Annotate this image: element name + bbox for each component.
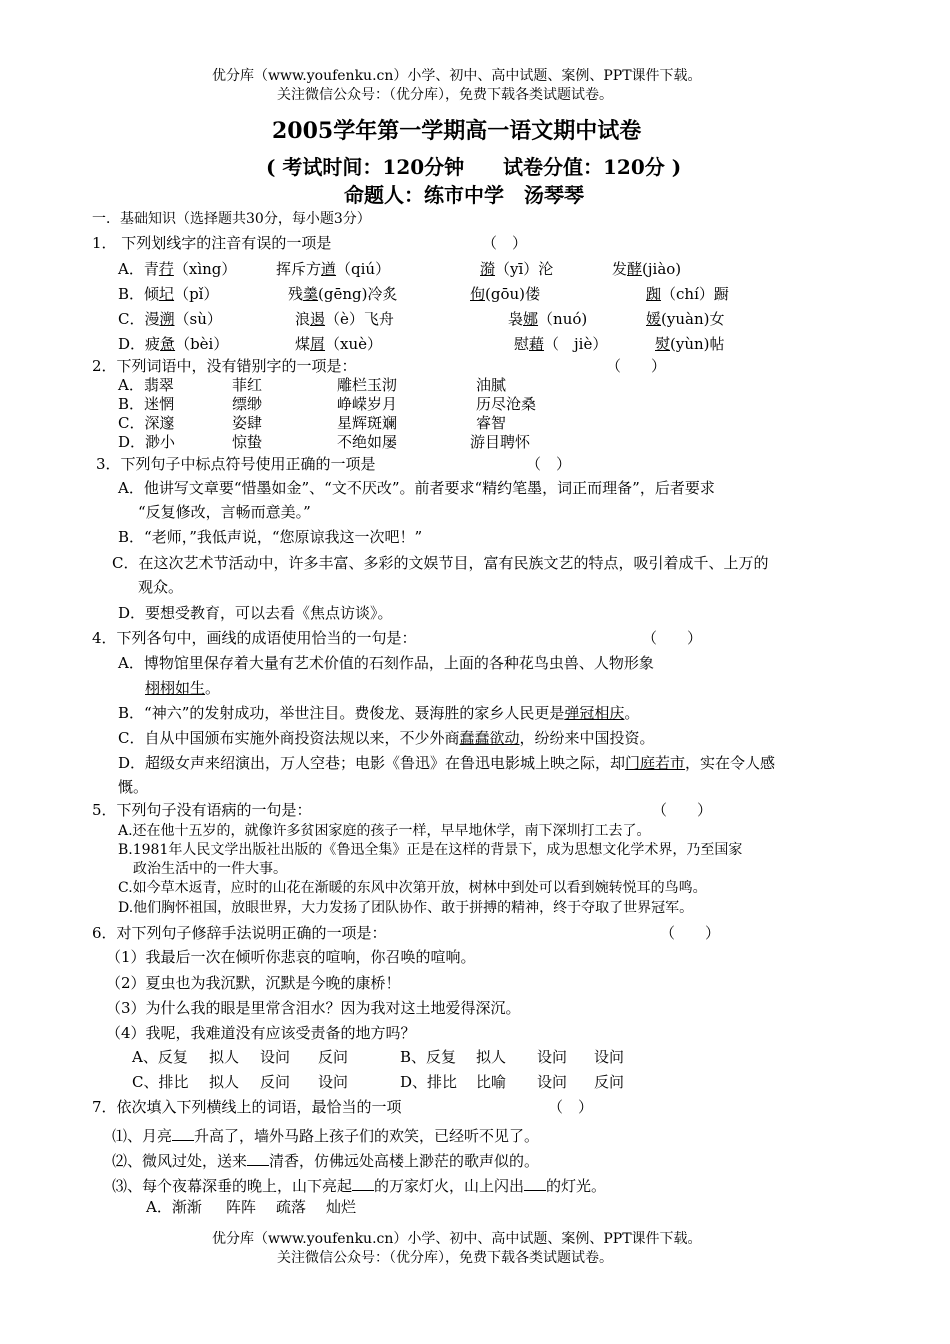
q1-d-col3 — [514, 337, 607, 352]
q1-a-col3 — [480, 262, 553, 277]
q2-row-b-3: 峥嵘岁月 — [337, 395, 398, 413]
q6-opt-c-2: 拟人 — [209, 1073, 240, 1091]
q1-c-c1b: （sù） — [174, 310, 222, 328]
q1-c-label: C． — [118, 310, 145, 328]
q2-row-b-4: 历尽沧桑 — [476, 395, 537, 413]
q1-a-c2a: 挥斥方 — [276, 260, 322, 278]
q7-s1a: ⑴、月亮 — [112, 1127, 173, 1145]
q1-b-c4b: （chí）蹰 — [661, 285, 729, 303]
q6-opt-d-3: 设问 — [537, 1073, 568, 1091]
q1-c-c2b: （è）飞舟 — [325, 310, 394, 328]
q6-opt-a-4: 反问 — [318, 1048, 349, 1066]
q2-row-a-3: 雕栏玉沏 — [337, 376, 398, 394]
q5-bracket: （ ） — [652, 801, 713, 819]
q7-opt-a-1: A．渐渐 — [146, 1198, 202, 1216]
q4-option-a-2 — [145, 681, 220, 696]
q1-b-c1b: （pǐ） — [174, 285, 219, 303]
q2-row-a-4: 油腻 — [476, 376, 507, 394]
footer-line-1: 优分库（www.youfenku.cn）小学、初中、高中试题、案例、PPT课件下载。 — [212, 1231, 702, 1247]
q1-b-c1a: 倾 — [144, 285, 160, 303]
q1-a-c3u: 漪 — [480, 260, 496, 278]
q4-d-idiom: 门庭若市 — [625, 754, 686, 772]
q1-option-b — [118, 287, 218, 302]
q1-d-c1a: 疲 — [145, 335, 161, 353]
q6-sentence-2: （2）夏虫也为我沉默，沉默是今晚的康桥！ — [106, 974, 401, 992]
q1-d-label: D． — [118, 335, 146, 353]
q1-a-c4u: 酵 — [627, 260, 643, 278]
q4-option-c — [118, 731, 655, 746]
q4-option-a-1: A．博物馆里保存着大量有艺术价值的石刻作品，上面的各种花鸟虫兽、人物形象 — [118, 654, 654, 672]
q1-d-c4u: 熨 — [655, 335, 671, 353]
q4-bracket: （ ） — [642, 629, 703, 647]
q6-opt-b-3: 设问 — [537, 1048, 568, 1066]
q1-d-col4 — [655, 337, 725, 352]
q1-bracket: （ ） — [482, 234, 528, 252]
q4-b-pre: B．“神六”的发射成功，举世注目。费俊龙、聂海胜的家乡人民更是 — [118, 704, 565, 722]
q5-option-b-1: B.1981年人民文学出版社出版的《鲁迅全集》正是在这样的背景下，成为思想文化学术界，乃至国家 — [118, 842, 743, 858]
q2-row-c-1: C．深邃 — [118, 414, 175, 432]
q1-a-col4 — [612, 262, 681, 277]
q1-c-col3 — [508, 312, 587, 327]
q7-blank-2 — [247, 1151, 269, 1166]
exam-info-time: ( 考试时间：120分钟 — [266, 155, 465, 179]
q3-bracket: （ ） — [526, 455, 572, 473]
header-line-2: 关注微信公众号：（优分库），免费下载各类试题试卷。 — [277, 87, 613, 103]
q4-stem: 4．下列各句中，画线的成语使用恰当的一句是： — [92, 629, 417, 647]
q1-b-c4u: 踟 — [646, 285, 662, 303]
q1-c-col4 — [646, 312, 724, 327]
q1-b-col4 — [646, 287, 729, 302]
q1-b-col2 — [288, 287, 397, 302]
q4-c-post: ，纷纷来中国投资。 — [519, 729, 655, 747]
q2-row-d-1: D．渺小 — [118, 433, 176, 451]
q2-row-a-2: 菲红 — [232, 376, 263, 394]
q6-opt-d-4: 反问 — [594, 1073, 625, 1091]
q7-stem: 7．依次填入下列横线上的词语，最恰当的一项 — [92, 1098, 402, 1116]
q6-opt-c-1: C、排比 — [132, 1073, 189, 1091]
q6-opt-a-3: 设问 — [260, 1048, 291, 1066]
q7-blank-3 — [352, 1176, 374, 1191]
q4-a-end: 。 — [205, 679, 221, 697]
q1-option-c — [118, 312, 222, 327]
q5-option-b-2: 政治生活中的一件大事。 — [133, 861, 287, 877]
q1-c-c2u: 遏 — [310, 310, 326, 328]
q7-s2a: ⑵、微风过处，送来 — [112, 1152, 248, 1170]
q7-s2b: 清香，仿佛远处高楼上渺茫的歌声似的。 — [269, 1152, 540, 1170]
q2-row-a-1: A．翡翠 — [118, 376, 174, 394]
q6-opt-b-1: B、反复 — [400, 1048, 457, 1066]
q4-c-pre: C．自从中国颁布实施外商投资法规以来，不少外商 — [118, 729, 460, 747]
q6-opt-d-1: D、排比 — [400, 1073, 458, 1091]
q1-d-c3b: （ jiè） — [544, 335, 608, 353]
q6-opt-a-2: 拟人 — [209, 1048, 240, 1066]
q1-b-c2a: 残 — [288, 285, 304, 303]
q1-d-c1b: （bèi） — [175, 335, 229, 353]
q1-a-c2u: 遒 — [321, 260, 337, 278]
q1-c-c2a: 浪 — [295, 310, 311, 328]
q4-option-d — [118, 756, 775, 771]
q1-a-c3b: （yī）沦 — [495, 260, 554, 278]
q1-d-c2a: 煤 — [295, 335, 311, 353]
q6-opt-b-2: 拟人 — [476, 1048, 507, 1066]
q2-stem: 2．下列词语中，没有错别字的一项是： — [92, 357, 357, 375]
q1-a-c2b: （qiú） — [336, 260, 391, 278]
q1-c-c4b: (yuàn)女 — [661, 310, 725, 328]
q1-d-c3a: 慰 — [514, 335, 530, 353]
q4-option-b — [118, 706, 639, 721]
q3-option-d: D．要想受教育，可以去看《焦点访谈》。 — [118, 604, 393, 622]
footer-line-2: 关注微信公众号：（优分库），免费下载各类试题试卷。 — [277, 1250, 613, 1266]
q2-row-d-3: 不绝如屡 — [337, 433, 398, 451]
q7-s3c: 的灯光。 — [546, 1177, 607, 1195]
q7-opt-a-3: 疏落 — [276, 1198, 307, 1216]
q5-option-c: C.如今草木返青，应时的山花在渐暖的东风中次第开放，树林中到处可以看到婉转悦耳的鸟鸣。 — [118, 880, 707, 896]
q7-sentence-3 — [112, 1176, 606, 1194]
q4-b-idiom: 弹冠相庆 — [564, 704, 625, 722]
q1-d-col2 — [295, 337, 382, 352]
q2-row-d-2: 惊蛰 — [232, 433, 263, 451]
q7-sentence-1 — [112, 1126, 539, 1144]
q1-b-c3u: 佝 — [470, 285, 486, 303]
q1-option-a — [118, 262, 236, 277]
q6-stem: 6．对下列句子修辞手法说明正确的一项是： — [92, 924, 387, 942]
q3-option-a-1: A．他讲写文章要“惜墨如金”、“文不厌改”。前者要求“精约笔墨，词正而理备”，后者要求 — [118, 479, 715, 497]
q6-sentence-4: （4）我呢，我难道没有应该受责备的地方吗？ — [106, 1024, 416, 1042]
header-line-1: 优分库（www.youfenku.cn）小学、初中、高中试题、案例、PPT课件下载。 — [212, 68, 702, 84]
q7-opt-a-2: 阵阵 — [226, 1198, 257, 1216]
q7-s1b: 升高了，墙外马路上孩子们的欢笑，已经听不见了。 — [194, 1127, 540, 1145]
q4-a-idiom: 栩栩如生 — [145, 679, 206, 697]
q1-d-c2b: （xuè） — [325, 335, 383, 353]
q6-opt-a-1: A、反复 — [132, 1048, 188, 1066]
q1-d-c1u: 惫 — [160, 335, 176, 353]
q3-option-a-2: “反复修改，言畅而意美。” — [138, 503, 311, 521]
q2-row-c-4: 睿智 — [476, 414, 507, 432]
q3-option-b: B．“老师，”我低声说，“您原谅我这一次吧！” — [118, 528, 423, 546]
q5-option-d: D.他们胸怀祖国，放眼世界，大力发扬了团队协作、敢于拼搏的精神，终于夺取了世界冠军。 — [118, 900, 694, 916]
q1-d-c4b: (yùn)帖 — [670, 335, 725, 353]
q1-a-label: A． — [118, 260, 144, 278]
q2-row-b-1: B．迷惘 — [118, 395, 175, 413]
q7-blank-4 — [524, 1176, 546, 1191]
q2-row-c-3: 星辉斑斓 — [337, 414, 398, 432]
q6-opt-c-3: 反问 — [260, 1073, 291, 1091]
q1-option-d — [118, 337, 228, 352]
section-heading: 一．基础知识（选择题共30分，每小题3分） — [92, 211, 371, 227]
exam-title: 2005学年第一学期高一语文期中试卷 — [272, 118, 642, 144]
q6-sentence-1: （1）我最后一次在倾听你悲哀的喧响，你召唤的喧响。 — [106, 948, 476, 966]
exam-info-score: 试卷分值：120分 ) — [503, 155, 682, 179]
q2-bracket: （ ） — [606, 357, 667, 375]
q4-option-d-2: 慨。 — [118, 778, 149, 796]
q1-c-c1a: 漫 — [144, 310, 160, 328]
q4-d-pre: D．超级女声来绍演出，万人空巷；电影《鲁迅》在鲁迅电影城上映之际，却 — [118, 754, 626, 772]
q2-row-c-2: 姿肆 — [232, 414, 263, 432]
q4-b-post: 。 — [624, 704, 640, 722]
q6-sentence-3: （3）为什么我的眼是里常含泪水？因为我对这土地爱得深沉。 — [106, 999, 521, 1017]
q7-s3b: 的万家灯火，山上闪出 — [374, 1177, 525, 1195]
q6-opt-d-2: 比喻 — [476, 1073, 507, 1091]
q1-a-c1a: 青 — [143, 260, 159, 278]
q7-opt-a-4: 灿烂 — [326, 1198, 357, 1216]
q6-opt-b-4: 设问 — [594, 1048, 625, 1066]
q1-b-col3 — [470, 287, 540, 302]
q6-opt-c-4: 设问 — [318, 1073, 349, 1091]
q7-sentence-2 — [112, 1151, 539, 1169]
q1-b-c2u: 羹 — [303, 285, 319, 303]
q5-option-a: A.还在他十五岁的，就像许多贫困家庭的孩子一样，早早地休学，南下深圳打工去了。 — [118, 823, 651, 839]
q1-a-c1u: 荇 — [158, 260, 174, 278]
q1-b-c1u: 圮 — [159, 285, 175, 303]
q1-c-c4u: 媛 — [646, 310, 662, 328]
q1-d-c2u: 屑 — [310, 335, 326, 353]
q2-row-b-2: 缥缈 — [232, 395, 263, 413]
q1-c-c3a: 袅 — [508, 310, 524, 328]
exam-author: 命题人：练市中学 汤琴琴 — [344, 183, 584, 207]
q1-a-c1b: （xìng） — [173, 260, 237, 278]
q2-row-d-4: 游目聘怀 — [470, 433, 531, 451]
q7-bracket: （ ） — [548, 1098, 594, 1116]
q1-a-col2 — [276, 262, 390, 277]
q1-d-c3u: 藉 — [529, 335, 545, 353]
q1-c-c3b: （nuó) — [538, 310, 588, 328]
q1-c-c1u: 溯 — [159, 310, 175, 328]
q1-c-c3u: 娜 — [523, 310, 539, 328]
q3-option-c-2: 观众。 — [138, 578, 184, 596]
q1-b-c2b: (gēng)冷炙 — [318, 285, 398, 303]
q3-stem: 3．下列句子中标点符号使用正确的一项是 — [96, 455, 376, 473]
q1-a-c4b: (jiào) — [642, 260, 682, 278]
q5-stem: 5．下列句子没有语病的一句是： — [92, 801, 312, 819]
q3-option-c-1: C．在这次艺术节活动中，许多丰富、多彩的文娱节目，富有民族文艺的特点，吸引着成千、上万的 — [112, 554, 769, 572]
q1-b-c3b: (gōu)偻 — [485, 285, 541, 303]
q6-bracket: （ ） — [660, 924, 721, 942]
q1-stem: 1． 下列划线字的注音有误的一项是 — [92, 234, 332, 252]
q7-s3a: ⑶、每个夜幕深垂的晚上，山下亮起 — [112, 1177, 353, 1195]
q4-d-post: ，实在令人感 — [685, 754, 776, 772]
q7-blank-1 — [172, 1126, 194, 1141]
q1-a-c4a: 发 — [612, 260, 628, 278]
q1-b-label: B． — [118, 285, 145, 303]
q1-c-col2 — [295, 312, 394, 327]
q4-c-idiom: 蠢蠢欲动 — [459, 729, 520, 747]
